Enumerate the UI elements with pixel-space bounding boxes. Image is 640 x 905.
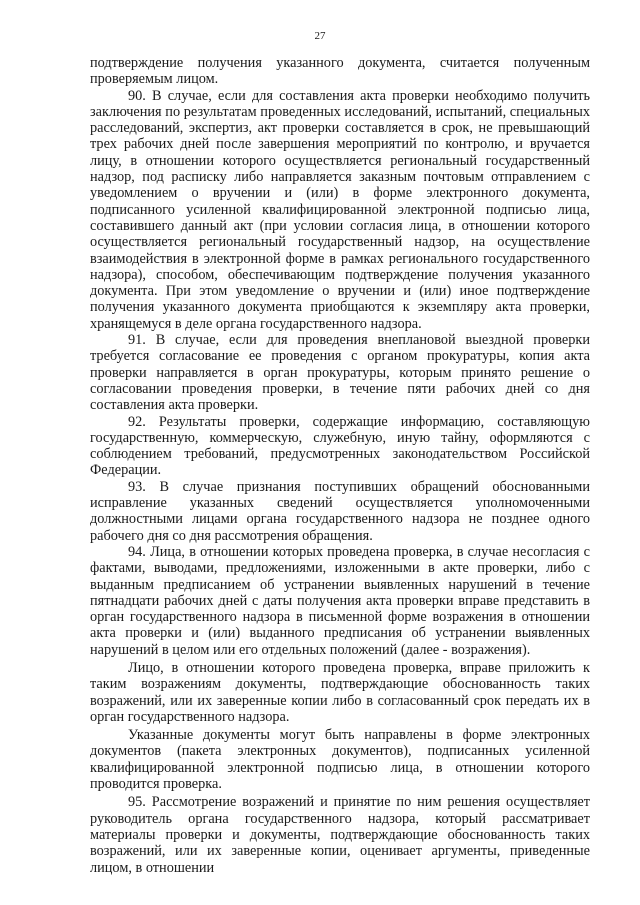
- paragraph-continuation: подтверждение получения указанного документа, считается полученным проверяемым лицом.: [90, 55, 590, 88]
- paragraph-90: 90. В случае, если для составления акта проверки необходимо получить заключения по результатам проведенных исследований, испытаний, специальных расследований, экспертиз, акт проверки составляется в срок, не превышающий трех рабочих дней после завершения мероприятий по контролю, и вручается лицу, в отношении которого осуществляется региональный государственный надзор, под расписку либо направляется заказным почтовым отправлением с уведомлением о вручении и (или) в форме электронного документа, подписанного усиленной квалифицированной электронной подписью лица, составившего данный акт (при условии согласия лица, в отношении которого осуществляется региональный государственный надзор, на осуществление взаимодействия в электронной форме в рамках регионального государственного надзора), способом, обеспечивающим подтверждение получения указанного документа. При этом уведомление о вручении и (или) иное подтверждение получения указанного документа приобщаются к экземпляру акта проверки, хранящемуся в деле органа государственного надзора.: [90, 87, 590, 332]
- paragraph-93: 93. В случае признания поступивших обращений обоснованными исправление указанных сведений осуществляется уполномоченными должностными лицами органа государственного надзора не позднее одного рабочего дня со дня рассмотрения обращения.: [90, 478, 590, 544]
- page-number: 27: [314, 30, 326, 42]
- document-body: [90, 55, 590, 876]
- paragraph-91: 91. В случае, если для проведения внеплановой выездной проверки требуется согласование ее проведения с органом прокуратуры, копия акта проверки направляется в орган прокуратуры, которым принято решение о согласовании проведения проверки, в течение пяти рабочих дней со дня составления акта проверки.: [90, 332, 590, 414]
- paragraph-94: 94. Лица, в отношении которых проведена проверка, в случае несогласия с фактами, выводами, предложениями, изложенными в акте проверки, либо с выданным предписанием об устранении выявленных нарушений в течение пятнадцати рабочих дней с даты получения акта проверки вправе представить в орган государственного надзора в письменной форме возражения в отношении акта проверки и (или) выданного предписания об устранении выявленных нарушений в целом или его отдельных положений (далее - возражения).: [90, 543, 590, 658]
- paragraph-electronic-documents: Указанные документы могут быть направлены в форме электронных документов (пакета электронных документов), подписанных усиленной квалифицированной электронной подписью лица, в отношении которого проводится проверка.: [90, 727, 590, 793]
- paragraph-92: 92. Результаты проверки, содержащие информацию, составляющую государственную, коммерческую, служебную, иную тайну, оформляются с соблюдением требований, предусмотренных законодательством Российской Федерации.: [90, 413, 590, 479]
- paragraph-95: 95. Рассмотрение возражений и принятие по ним решения осуществляет руководитель органа государственного надзора, который рассматривает материалы проверки и документы, подтверждающие обоснованность таких возражений, или их заверенные копии, оценивает аргументы, приведенные лицом, в отношении: [90, 794, 590, 876]
- paragraph-objections-documents: Лицо, в отношении которого проведена проверка, вправе приложить к таким возражениям документы, подтверждающие обоснованность таких возражений, или их заверенные копии либо в согласованный срок передать их в орган государственного надзора.: [90, 659, 590, 725]
